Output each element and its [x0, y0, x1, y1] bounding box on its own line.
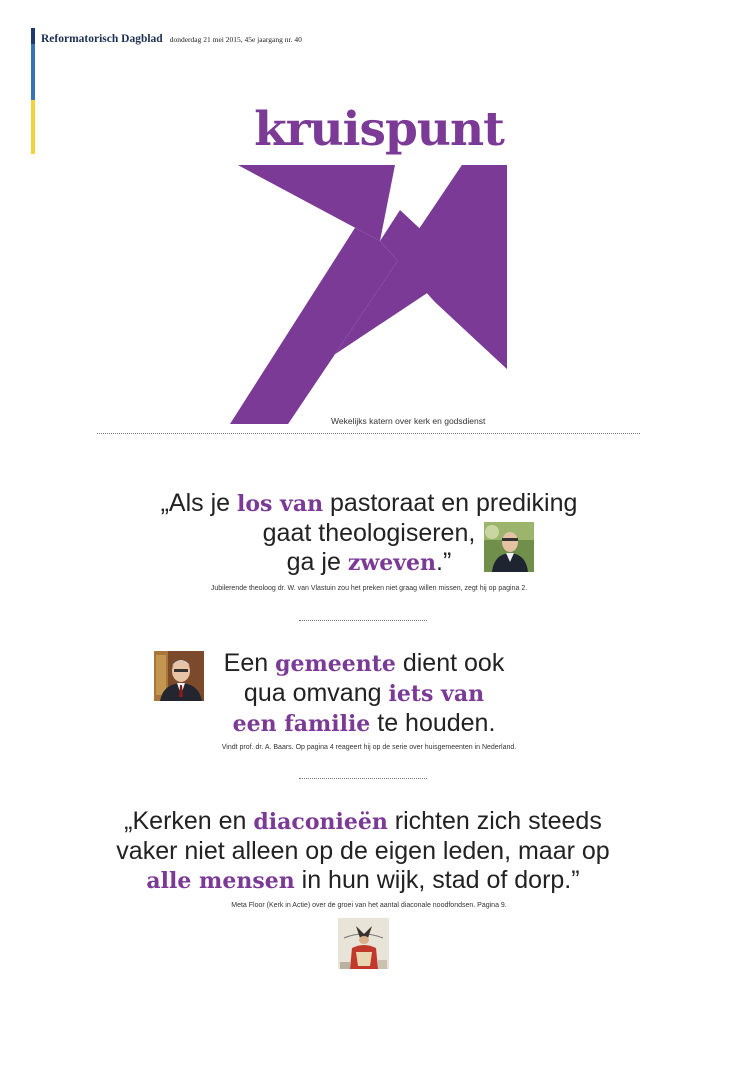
- issue-date: donderdag 21 mei 2015, 45e jaargang nr. 40: [169, 35, 302, 44]
- quote-text: pastoraat en prediking: [323, 489, 578, 517]
- quote-3-line-3: [0, 866, 726, 896]
- quote-2: [212, 649, 516, 739]
- portrait-photo: [154, 651, 204, 701]
- divider-line: [299, 620, 427, 621]
- quote-text: .”: [436, 548, 452, 576]
- quote-3-line-2: [0, 837, 726, 866]
- cross-x-icon: [230, 160, 510, 425]
- quote-2-line-2: [212, 679, 516, 709]
- divider-line: [299, 778, 427, 779]
- edge-bar-top: [31, 28, 35, 44]
- quote-text: vaker niet alleen op de eigen leden, maar op: [116, 837, 610, 865]
- quote-text: qua omvang: [243, 679, 389, 707]
- quote-text: gaat theologiseren,: [262, 519, 476, 547]
- quote-3: [0, 807, 726, 896]
- illustration-photo: [338, 918, 389, 969]
- quote-3-caption: Meta Floor (Kerk in Actie) over de groei van het aantal diaconale noodfondsen. Pagina 9.: [231, 902, 507, 909]
- newspaper-name: Reformatorisch Dagblad: [41, 33, 163, 45]
- quote-highlight: iets van: [388, 681, 485, 707]
- edge-bar-middle: [31, 44, 35, 100]
- quote-text: „Kerken en: [124, 807, 254, 835]
- quote-2-line-3: [212, 709, 516, 739]
- section-tagline: Wekelijks katern over kerk en godsdienst: [331, 416, 486, 426]
- quote-1-line-3: [0, 548, 738, 578]
- quote-highlight: los van: [236, 491, 324, 517]
- quote-text: Een: [223, 649, 276, 677]
- quote-1-caption: Jubilerende theoloog dr. W. van Vlastuin zou het preken niet graag willen missen, zegt hij op pagina 2.: [210, 585, 528, 592]
- quote-highlight: gemeente: [275, 651, 396, 677]
- quote-1-line-1: [0, 489, 738, 519]
- quote-text: te houden.: [370, 709, 496, 737]
- portrait-photo: [484, 522, 534, 572]
- quote-3-line-1: [0, 807, 726, 837]
- quote-1-line-2: [0, 519, 738, 548]
- quote-highlight: een familie: [232, 711, 371, 737]
- quote-text: richten zich steeds: [387, 807, 602, 835]
- quote-text: in hun wijk, stad of dorp.”: [294, 866, 580, 894]
- quote-highlight: zweven: [347, 550, 437, 576]
- quote-text: ga je: [286, 548, 348, 576]
- quote-highlight: diaconieën: [253, 809, 388, 835]
- quote-1: [0, 489, 738, 578]
- quote-text: „Als je: [160, 489, 237, 517]
- section-logo-word: kruispunt: [254, 102, 504, 157]
- divider-line: [97, 433, 640, 434]
- quote-2-line-1: [212, 649, 516, 679]
- quote-highlight: alle mensen: [146, 868, 295, 894]
- quote-2-caption: Vindt prof. dr. A. Baars. Op pagina 4 reageert hij op de serie over huisgemeenten in Nederland.: [221, 744, 517, 751]
- masthead: [41, 33, 302, 45]
- quote-text: dient ook: [395, 649, 505, 677]
